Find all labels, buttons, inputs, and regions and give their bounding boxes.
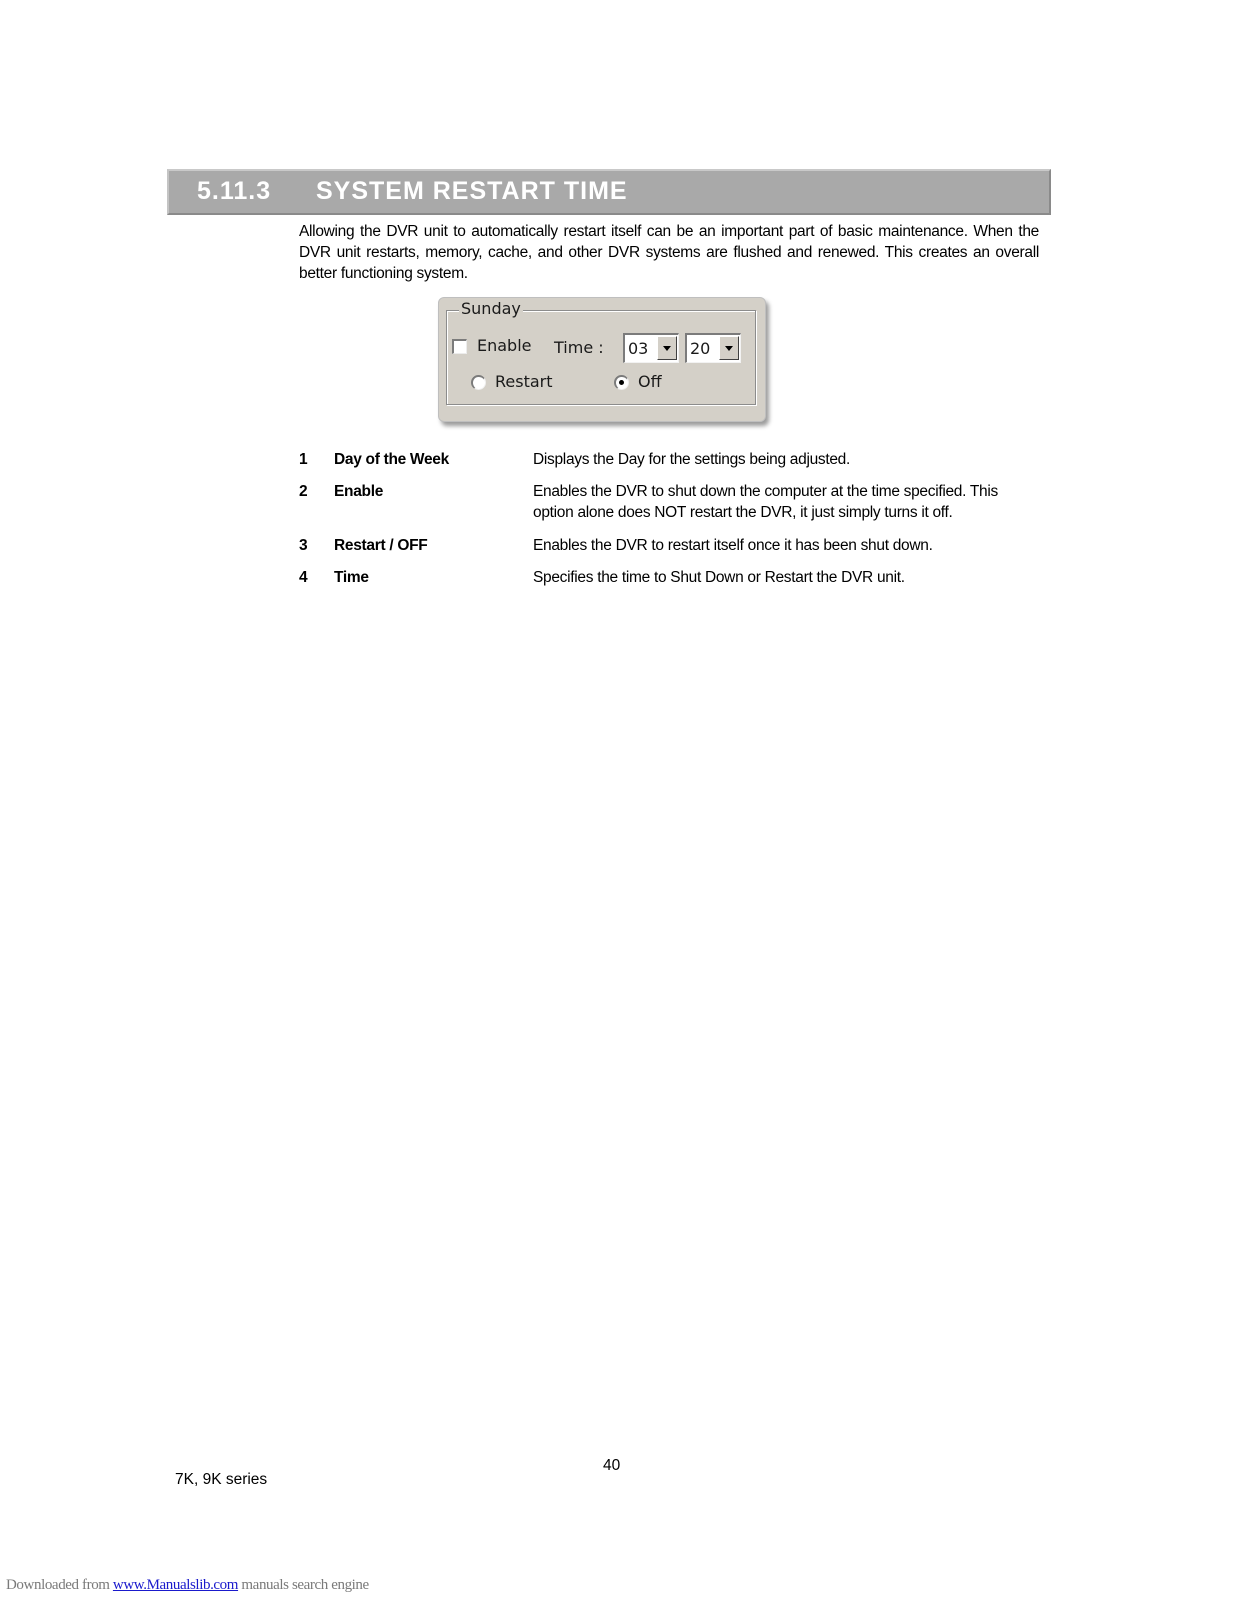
- radio-selected-dot: [619, 380, 624, 385]
- hour-select[interactable]: [623, 333, 679, 363]
- minute-select[interactable]: [685, 333, 741, 363]
- chevron-down-icon: [663, 346, 671, 351]
- section-heading-bar: [167, 169, 1051, 215]
- enable-checkbox[interactable]: [452, 339, 467, 354]
- day-of-week-label: Sunday: [461, 299, 521, 318]
- definition-number: 4: [299, 569, 308, 586]
- definition-description: Enables the DVR to restart itself once it has been shut down.: [533, 537, 933, 554]
- definition-number: 2: [299, 483, 308, 500]
- definition-term: Day of the Week: [334, 451, 449, 468]
- hour-dropdown-button[interactable]: [657, 336, 677, 360]
- definition-term: Enable: [334, 483, 384, 500]
- download-footer: [6, 1577, 369, 1594]
- off-label: Off: [638, 372, 662, 391]
- time-label: Time :: [554, 338, 604, 357]
- footer-suffix: manuals search engine: [238, 1577, 369, 1593]
- definition-term: Time: [334, 569, 369, 586]
- footer-prefix: Downloaded from: [6, 1577, 113, 1593]
- chevron-down-icon: [725, 346, 733, 351]
- hour-value: 03: [628, 339, 649, 358]
- product-series-label: 7K, 9K series: [175, 1471, 268, 1488]
- minute-value: 20: [690, 339, 711, 358]
- intro-paragraph: Allowing the DVR unit to automatically restart itself can be an important part of basic maintenance. When the DVR unit restarts, memory, cache, and other DVR systems are flushed and renewed. This creates an overall better functioning system.: [299, 223, 1039, 282]
- restart-schedule-dialog: [438, 297, 766, 422]
- definition-term: Restart / OFF: [334, 537, 428, 554]
- restart-radio[interactable]: [471, 375, 486, 390]
- page-number: 40: [603, 1457, 621, 1474]
- manualslib-link[interactable]: www.Manualslib.com: [112, 1577, 239, 1593]
- definition-number: 1: [299, 451, 308, 468]
- section-number: 5.11.3: [197, 177, 272, 205]
- definition-description: Specifies the time to Shut Down or Restart the DVR unit.: [533, 569, 905, 586]
- restart-label: Restart: [495, 372, 553, 391]
- enable-label: Enable: [477, 336, 532, 355]
- section-title: SYSTEM RESTART TIME: [316, 177, 628, 205]
- minute-dropdown-button[interactable]: [719, 336, 739, 360]
- definition-description: Displays the Day for the settings being adjusted.: [533, 451, 851, 468]
- definition-number: 3: [299, 537, 308, 554]
- definition-description: Enables the DVR to shut down the computer at the time specified. This option alone does NOT restart the DVR, it just simply turns it off.: [533, 483, 998, 521]
- off-radio[interactable]: [614, 375, 629, 390]
